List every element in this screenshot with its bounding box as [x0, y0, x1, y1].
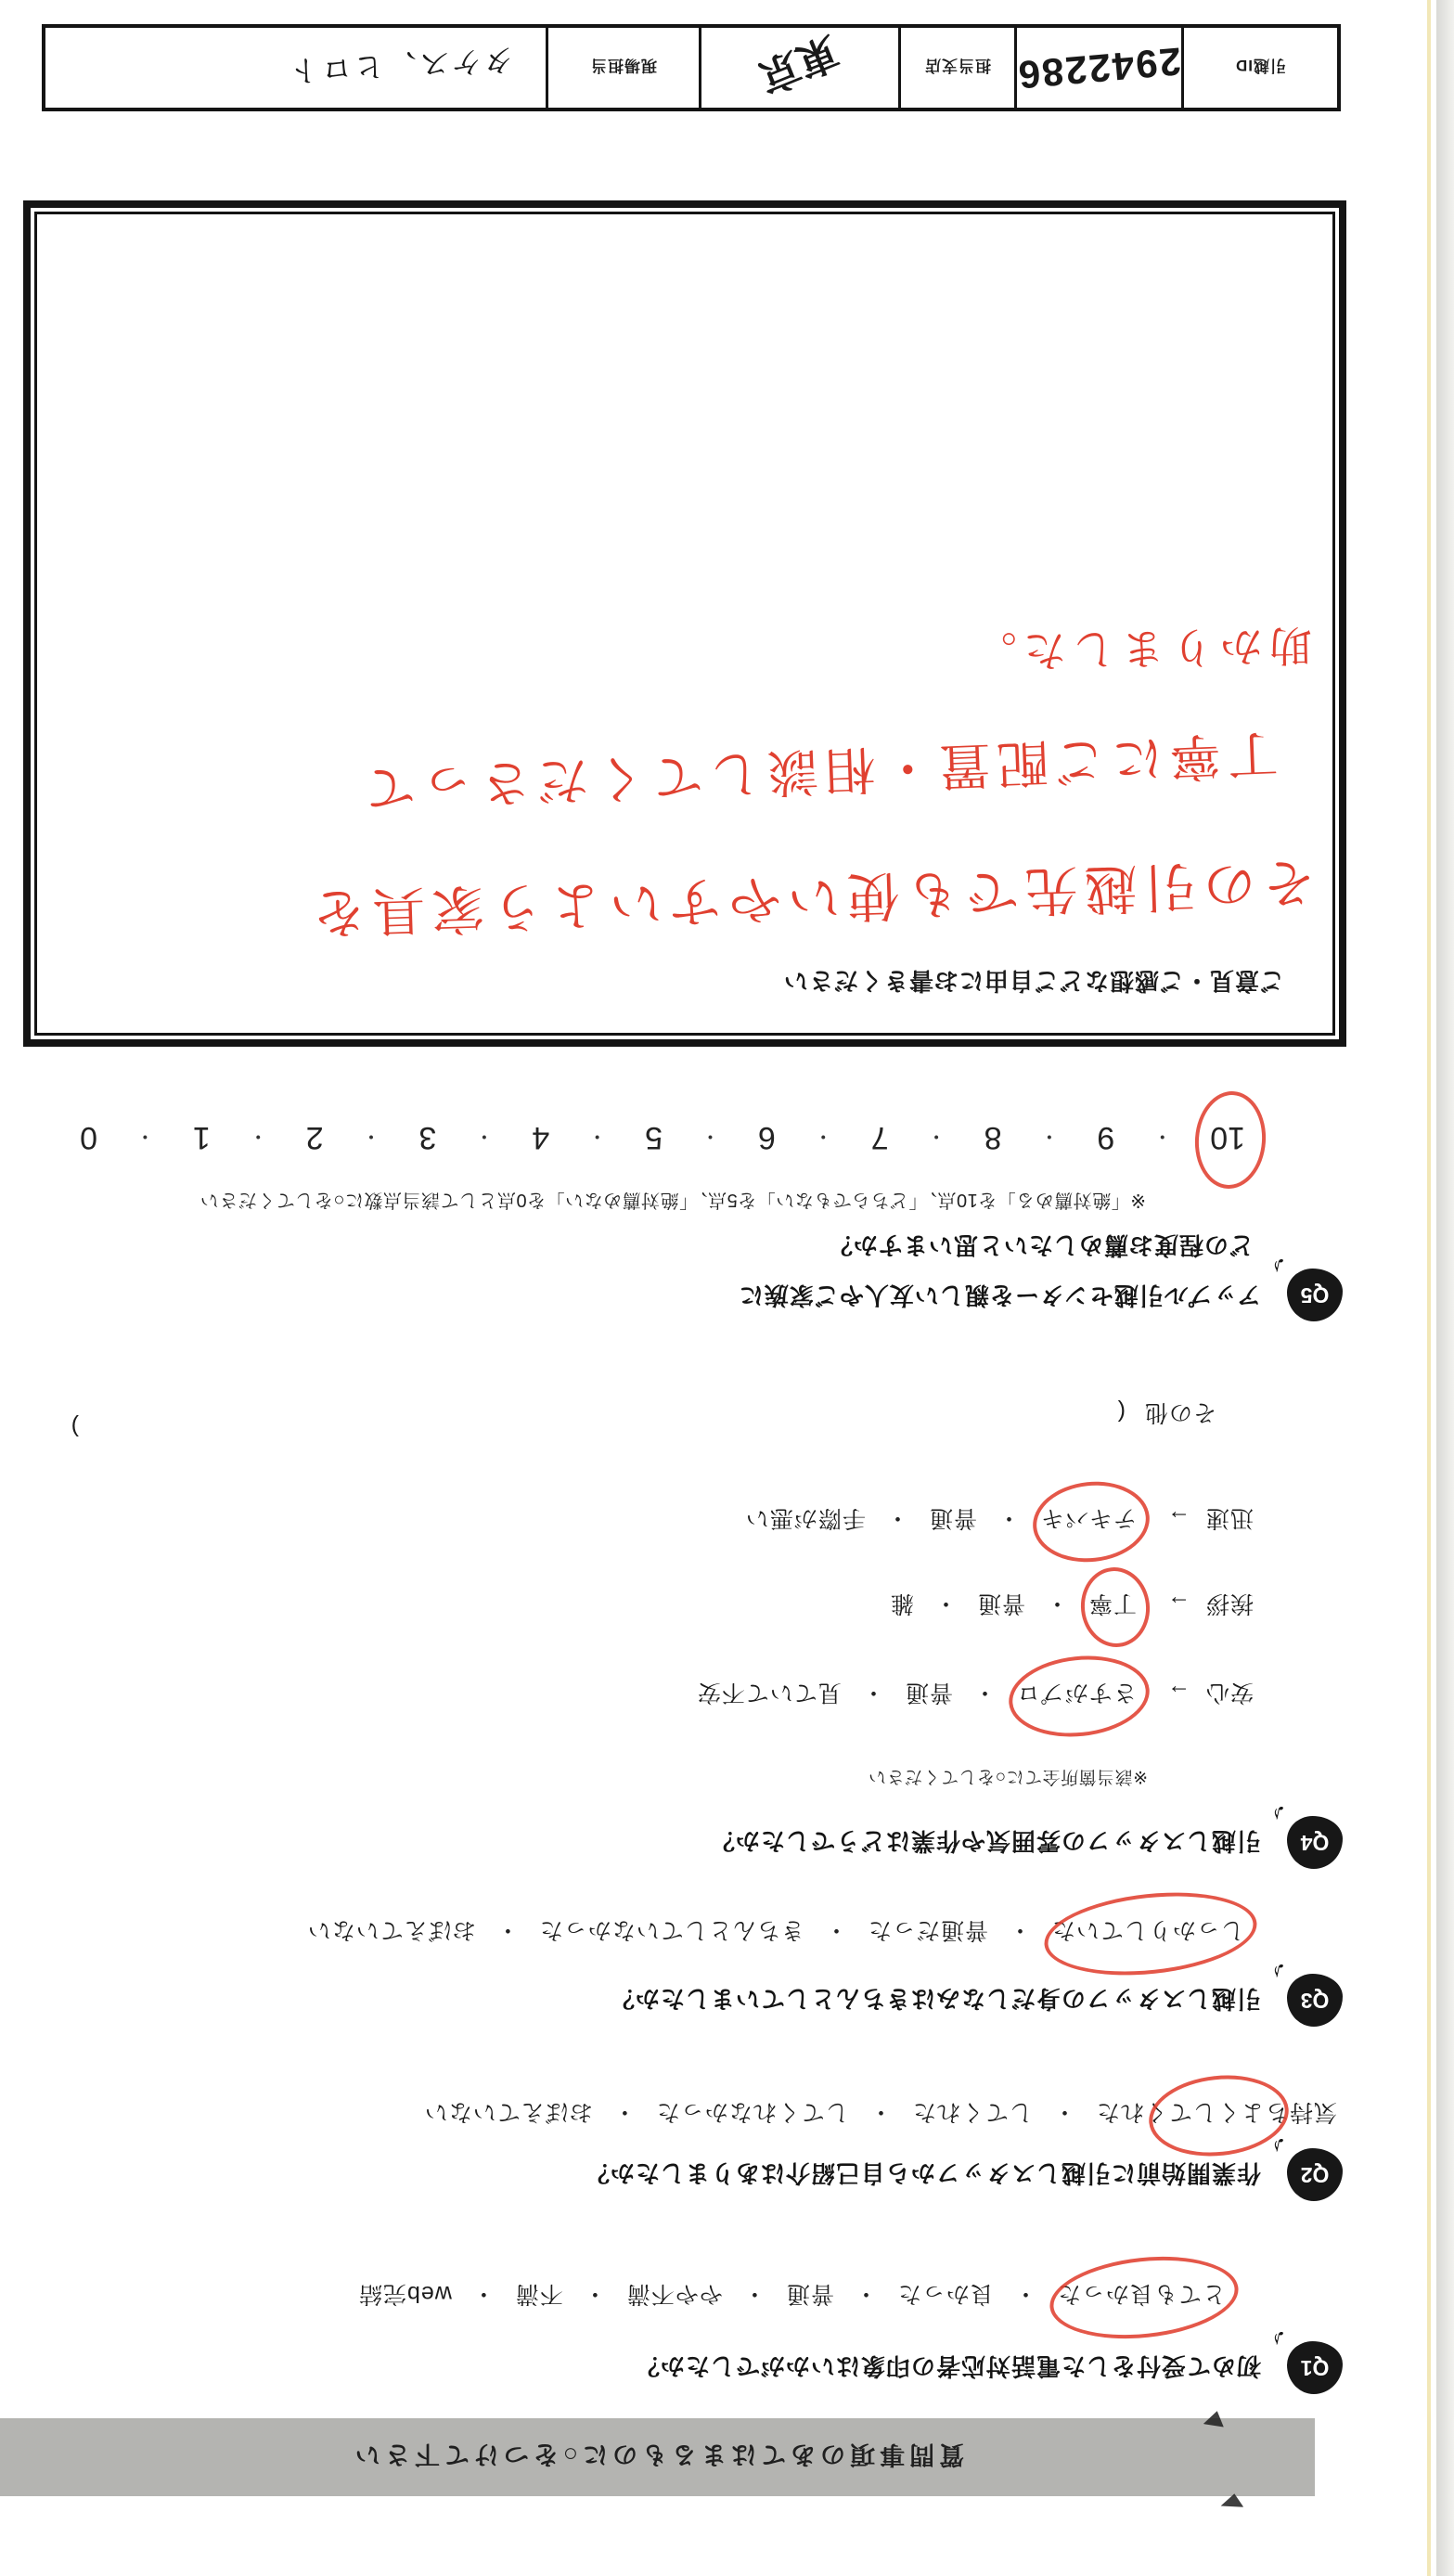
q3-option: おぼえていない: [306, 1917, 476, 1943]
separator-dot: ・: [1152, 1125, 1173, 1148]
separator-dot: ・: [1038, 1125, 1060, 1148]
scan-edge-artifact: [1427, 0, 1431, 2576]
q3-mascot-icon: [1287, 1974, 1343, 2027]
q1-option: 普通: [785, 2281, 834, 2307]
scan-edge-artifact: [1436, 0, 1454, 2576]
q4-row-anshin: [697, 1678, 1254, 1711]
q1-option: web完結: [357, 2281, 452, 2307]
q1-label: Q1: [1300, 2356, 1330, 2380]
q1-option: 不満: [514, 2281, 563, 2307]
q2-label: Q2: [1300, 2163, 1330, 2187]
separator-dot: ・: [248, 1125, 269, 1148]
separator-dot: ・: [586, 1125, 608, 1148]
q4-row-label: 挨拶: [1204, 1591, 1254, 1616]
q1-options: [358, 2279, 1226, 2312]
q5-title-line1: アップル引越センターを親しい友人やご家族に: [738, 1282, 1261, 1309]
q1-option-selected: とても良かった: [1057, 2279, 1226, 2312]
separator-dot: ・: [813, 1125, 834, 1148]
separator-dot: ・: [135, 1125, 156, 1148]
q4-title: 引越しスタッフの雰囲気や作業はどうでしたか？: [709, 1827, 1261, 1855]
scale-3: 3: [418, 1120, 437, 1155]
q2-option: してくれた: [911, 2099, 1033, 2125]
separator-dot: ・: [933, 1591, 958, 1616]
q1-title: 初めて受付をした電話対応者の印象はいかがでしたか？: [634, 2352, 1261, 2380]
separator-dot: ・: [1044, 1591, 1069, 1616]
separator-dot: ・: [996, 1505, 1021, 1531]
open-paren: (: [1116, 1399, 1126, 1425]
separator-dot: ・: [823, 1917, 848, 1943]
q4-row1-selected: さすがプロ: [1016, 1678, 1137, 1711]
separator-dot: ・: [582, 2281, 607, 2307]
scale-9: 9: [1097, 1120, 1115, 1155]
handwritten-comment-line1: その引越先でも使いやすいよう家具を: [305, 851, 1317, 944]
q3-option: きちんとしていなかった: [538, 1917, 804, 1943]
scale-2: 2: [305, 1120, 324, 1155]
scale-8: 8: [984, 1120, 1002, 1155]
q2-option: してくれなかった: [655, 2099, 849, 2125]
separator-dot: ・: [971, 1680, 997, 1706]
separator-dot: ・: [1012, 2281, 1037, 2307]
q4-row2-option: 普通: [976, 1591, 1025, 1616]
arrow-right-icon: →: [1165, 1680, 1190, 1706]
q4-mascot-icon: [1287, 1816, 1343, 1869]
branch-label: 担当支店: [901, 28, 1017, 108]
staff-value: [45, 28, 548, 108]
q3-label: Q3: [1300, 1989, 1330, 2013]
q4-row3-selected: テキパキ: [1040, 1503, 1137, 1537]
separator-dot: ・: [1007, 1917, 1032, 1943]
staff-label: 現場担当: [548, 28, 701, 108]
separator-dot: ・: [868, 2099, 893, 2125]
recommendation-scale: [80, 1119, 1245, 1155]
arrow-right-icon: →: [1165, 1505, 1190, 1531]
scale-0: 0: [80, 1120, 97, 1155]
comment-box: [34, 212, 1335, 1036]
comment-box-heading: ご意見・ご感想などご自由にお書きください: [782, 967, 1284, 995]
q4-row1-option: 普通: [904, 1680, 953, 1706]
q4-other-label: その他: [1143, 1399, 1216, 1425]
q5-label: Q5: [1300, 1283, 1330, 1307]
q3-options: [307, 1915, 1244, 1949]
q4-row3-option: 普通: [928, 1505, 977, 1531]
separator-dot: ・: [611, 2099, 637, 2125]
move-id-label: 引越ID: [1235, 57, 1286, 75]
q4-row-aisatsu: [890, 1589, 1254, 1622]
q3-option-selected: しっかりしていた: [1051, 1915, 1244, 1949]
separator-dot: ・: [700, 1125, 721, 1148]
arrow-right-icon: →: [1165, 1591, 1190, 1616]
q2-option-selected: 気持ちよくしてくれた: [1096, 2097, 1337, 2131]
q4-row-jinsoku: [745, 1503, 1254, 1537]
scale-4: 4: [532, 1120, 550, 1155]
scale-10-selected: 10: [1210, 1120, 1245, 1155]
separator-dot: ・: [853, 2281, 878, 2307]
separator-dot: ・: [361, 1125, 382, 1148]
handwritten-comment-line2: 丁寧にご配置・相談してくださって: [356, 724, 1280, 818]
q4-row-label: 安心: [1204, 1680, 1254, 1706]
separator-dot: ・: [926, 1125, 947, 1148]
separator-dot: ・: [860, 1680, 885, 1706]
separator-dot: ・: [884, 1505, 909, 1531]
scale-5: 5: [645, 1120, 663, 1155]
separator-dot: ・: [470, 2281, 495, 2307]
q3-title: 引越しスタッフの身だしなみはきちんとしていましたか？: [609, 1985, 1261, 2013]
q4-other-row: [1117, 1397, 1216, 1431]
q4-row1-option: 見ていて不安: [696, 1680, 842, 1706]
q4-row2-option: 雑: [889, 1591, 914, 1616]
move-id-value: [1017, 28, 1184, 108]
q4-note: ※該当箇所全てに○をしてください: [868, 1767, 1148, 1786]
branch-value: [701, 28, 901, 108]
instruction-banner-text: 質問事項のあてはまるものに○をつけて下さい: [350, 2441, 965, 2469]
handwritten-comment-line3: 助かりました。: [967, 621, 1313, 676]
close-paren: ): [71, 1414, 79, 1440]
q2-option: おぼえていない: [423, 2099, 593, 2125]
scale-1: 1: [192, 1120, 211, 1155]
q4-row3-option: 手際が悪い: [744, 1505, 866, 1531]
q1-option: やや不満: [625, 2281, 723, 2307]
branch-handwriting: 東京: [752, 27, 845, 101]
separator-dot: ・: [741, 2281, 766, 2307]
q5-note: ※「絶対薦める」を10点、「どちらでもない」を5点、「絶対薦めない」を0点として該当点数に○をしてください: [199, 1190, 1146, 1210]
separator-dot: ・: [1051, 2099, 1076, 2125]
separator-dot: ・: [473, 1125, 495, 1148]
q4-row2-selected: 丁寧: [1088, 1589, 1137, 1622]
q2-options: [424, 2097, 1337, 2131]
q3-option: 普通だった: [867, 1917, 988, 1943]
q1-option: 良かった: [896, 2281, 994, 2307]
q2-title: 作業開始前に引越しスタッフから自己紹介はありましたか？: [584, 2159, 1261, 2187]
move-id-handwriting: 2942286: [1015, 39, 1184, 97]
q5-mascot-icon: [1287, 1269, 1343, 1321]
instruction-banner: [0, 2418, 1315, 2496]
staff-handwriting: タケス、ヒロト: [286, 43, 515, 89]
move-info-table: [42, 24, 1341, 111]
q4-label: Q4: [1300, 1831, 1330, 1855]
scale-7: 7: [870, 1120, 889, 1155]
scale-6: 6: [757, 1120, 776, 1155]
separator-dot: ・: [495, 1917, 520, 1943]
q1-mascot-icon: [1287, 2341, 1343, 2394]
q5-title-line2: どの程度お薦めしたいと思いますか？: [827, 1231, 1254, 1259]
q4-row-label: 迅速: [1204, 1505, 1254, 1531]
q2-mascot-icon: [1287, 2148, 1343, 2201]
